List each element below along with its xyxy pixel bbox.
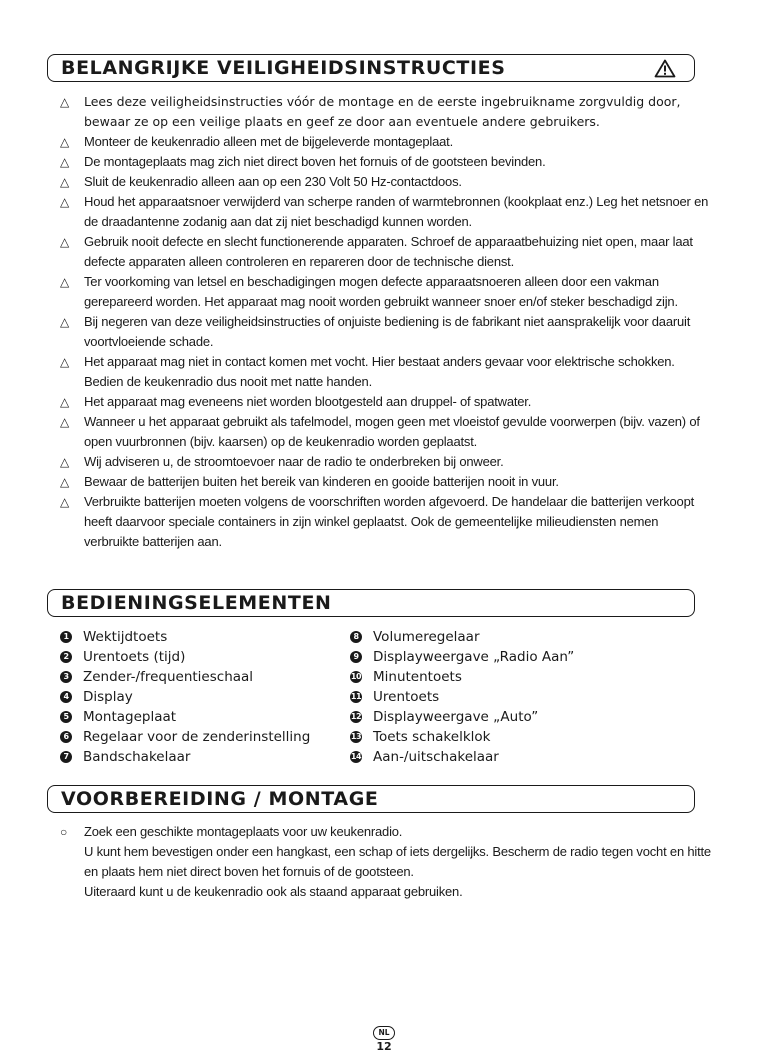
number-badge: 12 [350, 712, 362, 721]
number-badge: 1 [60, 631, 72, 643]
control-item: 12 Displayweergave „Auto” [350, 709, 539, 725]
number-badge: 7 [60, 751, 72, 763]
triangle-bullet-icon: △ [60, 415, 70, 429]
control-item: 8 Volumeregelaar [350, 627, 650, 647]
control-item: 7 Bandschakelaar [60, 747, 360, 767]
safety-item: △ De montageplaats mag zich niet direct boven het fornuis of de gootsteen bevinden. [60, 152, 710, 172]
control-item: 1 Wektijdtoets [60, 627, 360, 647]
triangle-bullet-icon: △ [60, 195, 70, 209]
safety-item: △ Gebruik nooit defecte en slecht functionerende apparaten. Schroef de apparaatbehuizing niet open, maar laat defecte apparaten alleen controleren en repareren door de technische dienst. [60, 234, 693, 269]
controls-list-left [60, 627, 360, 767]
triangle-bullet-icon: △ [60, 355, 70, 369]
safety-item: △ Het apparaat mag eveneens niet worden blootgesteld aan druppel- of spatwater. [60, 392, 710, 412]
page-number: 12 [376, 1040, 392, 1053]
preparation-line: U kunt hem bevestigen onder een hangkast, een schap of iets dergelijks. Bescherm de radio tegen vocht en hitte en plaats hem niet direct boven het fornuis of de gootsteen. [84, 844, 711, 879]
control-item: 3 Zender-/frequentieschaal [60, 667, 360, 687]
safety-instructions-list [60, 92, 710, 552]
number-badge: 14 [350, 752, 362, 761]
control-item: 10 Minutentoets [350, 669, 462, 685]
control-item: 13 Toets schakelklok [350, 729, 491, 745]
controls-section-header [47, 589, 695, 617]
number-badge: 13 [350, 732, 362, 741]
safety-item: △ Lees deze veiligheidsinstructies vóór de montage en de eerste ingebruikname zorgvuldig door, bewaar ze op een veilige plaats en geef ze door aan eventuele andere gebruikers. [60, 94, 681, 129]
triangle-bullet-icon: △ [60, 135, 70, 149]
safety-item: △ Wanneer u het apparaat gebruikt als tafelmodel, mogen geen met vloeistof gevulde voorwerpen (bijv. vazen) of open vuurbronnen (bijv. kaarsen) op de keukenradio worden geplaatst. [60, 414, 700, 449]
number-badge: 6 [60, 731, 72, 743]
triangle-bullet-icon: △ [60, 175, 70, 189]
triangle-bullet-icon: △ [60, 235, 70, 249]
controls-list-right [350, 627, 650, 767]
page-footer [364, 1022, 404, 1053]
number-badge: 5 [60, 711, 72, 723]
controls-section-title: BEDIENINGSELEMENTEN [61, 592, 332, 614]
circle-bullet-icon: ○ [60, 825, 68, 839]
number-badge: 11 [350, 692, 362, 701]
safety-item: △ Monteer de keukenradio alleen met de bijgeleverde montageplaat. [60, 132, 710, 152]
safety-item: △ Bewaar de batterijen buiten het bereik van kinderen en gooide batterijen nooit in vuur. [60, 472, 710, 492]
number-badge: 9 [350, 651, 362, 663]
triangle-bullet-icon: △ [60, 155, 70, 169]
safety-item: △ Bij negeren van deze veiligheidsinstructies of onjuiste bediening is de fabrikant niet aansprakelijk voor daaruit voortvloeiende schade. [60, 314, 691, 349]
triangle-bullet-icon: △ [60, 495, 70, 509]
preparation-section-title: VOORBEREIDING / MONTAGE [61, 788, 379, 810]
safety-item: △ Sluit de keukenradio alleen aan op een 230 Volt 50 Hz-contactdoos. [60, 172, 710, 192]
safety-item: △ Houd het apparaatsnoer verwijderd van scherpe randen of warmtebronnen (kookplaat enz.) Leg het netsnoer en de draadantenne zodanig aan dat zij niet beschadigd kunnen worden. [60, 194, 709, 229]
control-item: 5 Montageplaat [60, 707, 360, 727]
triangle-bullet-icon: △ [60, 395, 70, 409]
preparation-line: Uiteraard kunt u de keukenradio ook als staand apparaat gebruiken. [84, 884, 463, 899]
language-badge: NL [373, 1026, 395, 1040]
control-item: 6 Regelaar voor de zenderinstelling [60, 727, 360, 747]
preparation-block [60, 822, 720, 902]
number-badge: 8 [350, 631, 362, 643]
control-item: 14 Aan-/uitschakelaar [350, 749, 499, 765]
safety-section-title: BELANGRIJKE VEILIGHEIDSINSTRUCTIES [61, 57, 506, 79]
safety-item: △ Wij adviseren u, de stroomtoevoer naar de radio te onderbreken bij onweer. [60, 452, 710, 472]
safety-item: △ Het apparaat mag niet in contact komen met vocht. Hier bestaat anders gevaar voor elektrische schokken. Bedien de keukenradio dus nooit met natte handen. [60, 354, 675, 389]
number-badge: 3 [60, 671, 72, 683]
preparation-line: Zoek een geschikte montageplaats voor uw keukenradio. [84, 824, 403, 839]
triangle-bullet-icon: △ [60, 315, 70, 329]
safety-section-header [47, 54, 695, 82]
preparation-section-header [47, 785, 695, 813]
control-item: 2 Urentoets (tijd) [60, 647, 360, 667]
safety-item: △ Ter voorkoming van letsel en beschadigingen mogen defecte apparaatsnoeren alleen door een vakman gerepareerd worden. Het apparaat mag nooit worden gebruikt wanneer snoer en/of steker beschadigd zijn. [60, 274, 678, 309]
safety-item: △ Verbruikte batterijen moeten volgens de voorschriften worden afgevoerd. De handelaar die batterijen verkoopt heeft daarvoor speciale containers in zijn winkel geplaatst. Ook de gemeentelijke milieudiensten nemen verbruikte batterijen aan. [60, 494, 695, 549]
control-item: 11 Urentoets [350, 689, 440, 705]
triangle-bullet-icon: △ [60, 95, 70, 109]
triangle-bullet-icon: △ [60, 275, 70, 289]
triangle-bullet-icon: △ [60, 455, 70, 469]
triangle-bullet-icon: △ [60, 475, 70, 489]
number-badge: 4 [60, 691, 72, 703]
number-badge: 2 [60, 651, 72, 663]
number-badge: 10 [350, 672, 362, 681]
control-item: 4 Display [60, 687, 360, 707]
control-item: 9 Displayweergave „Radio Aan” [350, 647, 650, 667]
warning-icon [654, 59, 676, 78]
